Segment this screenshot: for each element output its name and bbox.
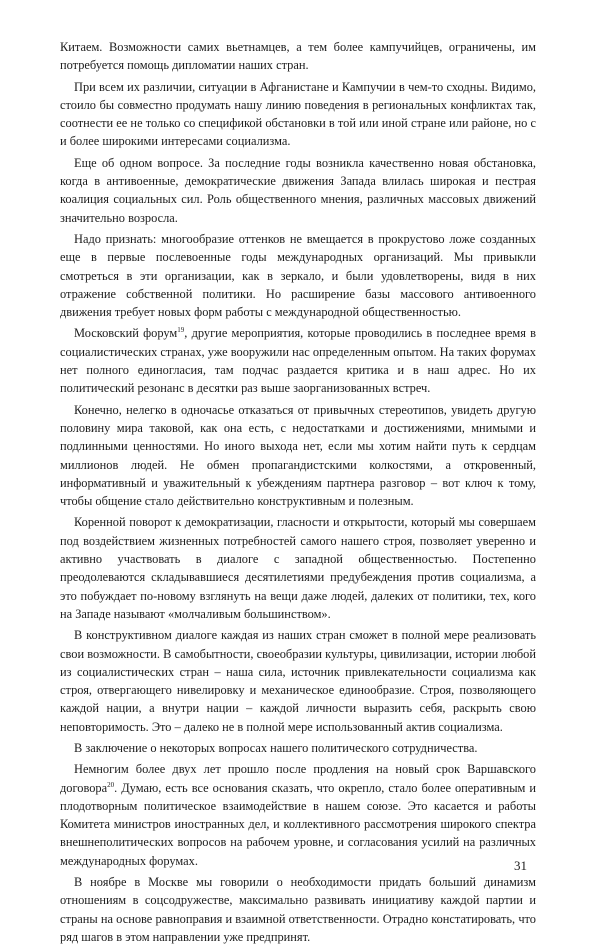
paragraph-10-text-after: . Думаю, есть все основания сказать, что окрепло, стало более оперативным и плодотворным политическое взаимодействие в нашем союзе. Это касается и работы Комитета министров иностранных дел, и коллективного рассмотрения широкого спектра внешнеполитических вопросов на рабочем уровне, и согласования усилий на различных международных форумах. [60,780,536,868]
page-number: 31 [514,858,527,873]
paragraph-3: Еще об одном вопросе. За последние годы возникла качественно новая обстановка, когда в антивоенные, демократические движения Запада влилась широкая и пестрая коалиция социальных сил. Роль общественного мнения, различных массовых движений значительно возросла. [60,155,536,225]
paragraph-5 [60,324,536,397]
paragraph-6: Конечно, нелегко в одночасье отказаться от привычных стереотипов, увидеть другую половину мира таковой, как она есть, с недостатками и достижениями, мнимыми и подлинными ценностями. Но иного выхода нет, если мы хотим найти путь к сердцам миллионов людей. Не обмен пропагандистскими колкостями, а откровенный, информативный и уважительный к убеждениям партнера разговор – вот ключ к тому, чтобы общение стало действительно конструктивным и полезным. [60,402,536,509]
paragraph-10-text: Немногим более двух лет прошло после продления на новый срок Варшавского договора [60,762,536,795]
paragraph-7: Коренной поворот к демократизации, гласности и открытости, который мы совершаем под воздействием жизненных потребностей самого нашего строя, позволяет уверенно и активно участвовать в диалоге с западной общественностью. Постепенно преодолеваются складывавшиеся десятилетиями предубеждения против социализма, а это побуждает по-новому взглянуть на вещи даже людей, далеких от политики, тех, кого на Западе называют «молчаливым большинством». [60,515,536,621]
paragraph-10 [60,760,536,870]
paragraph-5-text: Московский форум [74,326,178,341]
paragraph-11: В ноябре в Москве мы говорили о необходимости придать больший динамизм отношениям в соцсодружестве, максимально развивать инициативу каждой партии и страны на основе равноправия и взаимной ответственности. Отрадно констатировать, что ряд шагов в этом направлении уже предпринят. [60,875,536,944]
paragraph-2: При всем их различии, ситуации в Афганистане и Кампучии в чем-то сходны. Видимо, стоило бы совместно продумать нашу линию поведения в региональных конфликтах так, соотнести ее не только со спецификой обстановки в той или иной стране или районе, но с и более широкими интересами социализма. [60,79,536,149]
paragraph-1: Китаем. Возможности самих вьетнамцев, а тем более кампучийцев, ограничены, им потребуется помощь дипломатии наших стран. [60,40,536,73]
paragraph-4: Надо признать: многообразие оттенков не вмещается в прокрустово ложе созданных еще в первые послевоенные годы международных организаций. Мы привыкли смотреться в эти организации, как в зеркало, и были удовлетворены, видя в них отражение собственной политики. Но расширение базы массового антивоенного движения требует новых форм работы с международной общественностью. [60,231,536,320]
footnote-ref-20: 20 [107,780,115,789]
paragraph-8: В конструктивном диалоге каждая из наших стран сможет в полной мере реализовать свои возможности. В самобытности, своеобразии культуры, цивилизации, истории любой из социалистических стран – наша сила, источник привлекательности социализма как строя, отвергающего нивелировку и механическое единообразие. Строя, позволяющего каждой нации, а внутри нации – каждой личности выразить себя, раскрыть свою неповторимость. Это – далеко не в полной мере использованный актив социализма. [60,628,536,734]
paragraph-9: В заключение о некоторых вопросах нашего политического сотрудничества. [74,740,478,755]
footnote-ref-19: 19 [177,326,185,335]
paragraph-5-text-after: , другие мероприятия, которые проводились в последнее время в социалистических странах, уже вооружили нас определенным опытом. На таких форумах нет полного единогласия, там подчас раздается критика и в наш адрес. Но их политический резонанс в десятки раз выше заорганизованных встреч. [60,326,536,396]
